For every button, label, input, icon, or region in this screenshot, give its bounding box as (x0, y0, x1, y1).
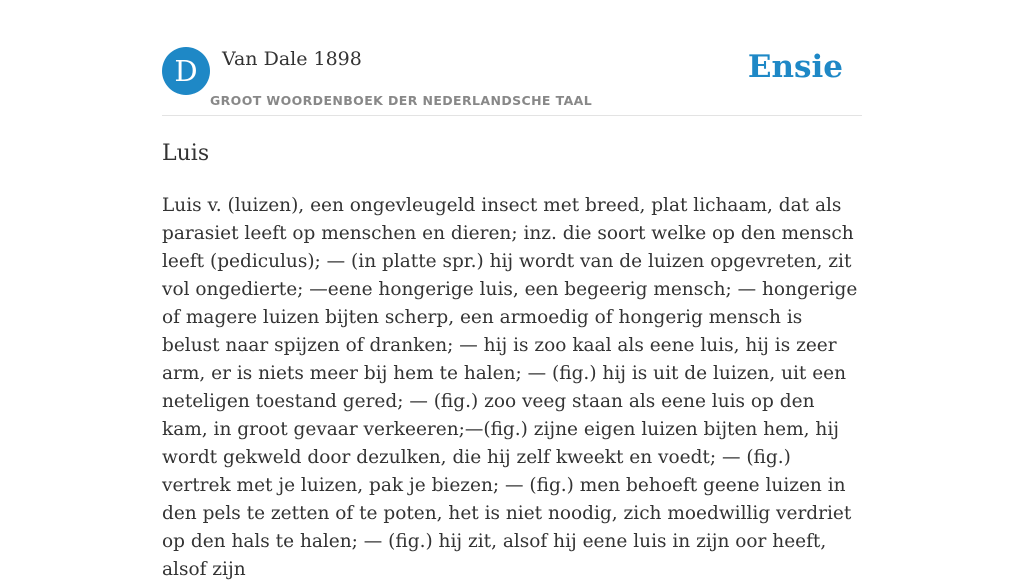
entry-definition: Luis v. (luizen), een ongevleugeld insect met breed, plat lichaam, dat als parasiet leeft op menschen en dieren; inz. die soort welke op den mensch leeft (pediculus); — (in platte spr.) hij wordt van de luizen opgevreten, zit vol ongedierte; —eene hongerige luis, een begeerig mensch; — hongerige of magere luizen bijten scherp, een armoedig of hongerig mensch is belust naar spijzen of dranken; — hij is zoo kaal als eene luis, hij is zeer arm, er is niets meer bij hem te halen; — (fig.) hij is uit de luizen, uit een neteligen toestand gered; — (fig.) zoo veeg staan als eene luis op den kam, in groot gevaar verkeeren;—(fig.) zijne eigen luizen bijten hem, hij wordt gekweld door dezulken, die hij zelf kweekt en voedt; — (fig.) vertrek met je luizen, pak je biezen; — (fig.) men behoeft geene luizen in den pels te zetten of te poten, het is niet noodig, zich moedwillig verdriet op den hals te halen; — (fig.) hij zit, alsof hij eene luis in zijn oor heeft, alsof zijn (162, 195, 858, 580)
brand-logo[interactable]: Ensie (747, 49, 843, 85)
entry-title: Luis (162, 141, 210, 166)
source-logo[interactable]: D (162, 47, 210, 95)
source-subtitle: GROOT WOORDENBOEK DER NEDERLANDSCHE TAAL (210, 93, 593, 108)
header-divider (162, 115, 862, 116)
source-title[interactable]: Van Dale 1898 (222, 48, 362, 70)
source-header (162, 47, 862, 115)
